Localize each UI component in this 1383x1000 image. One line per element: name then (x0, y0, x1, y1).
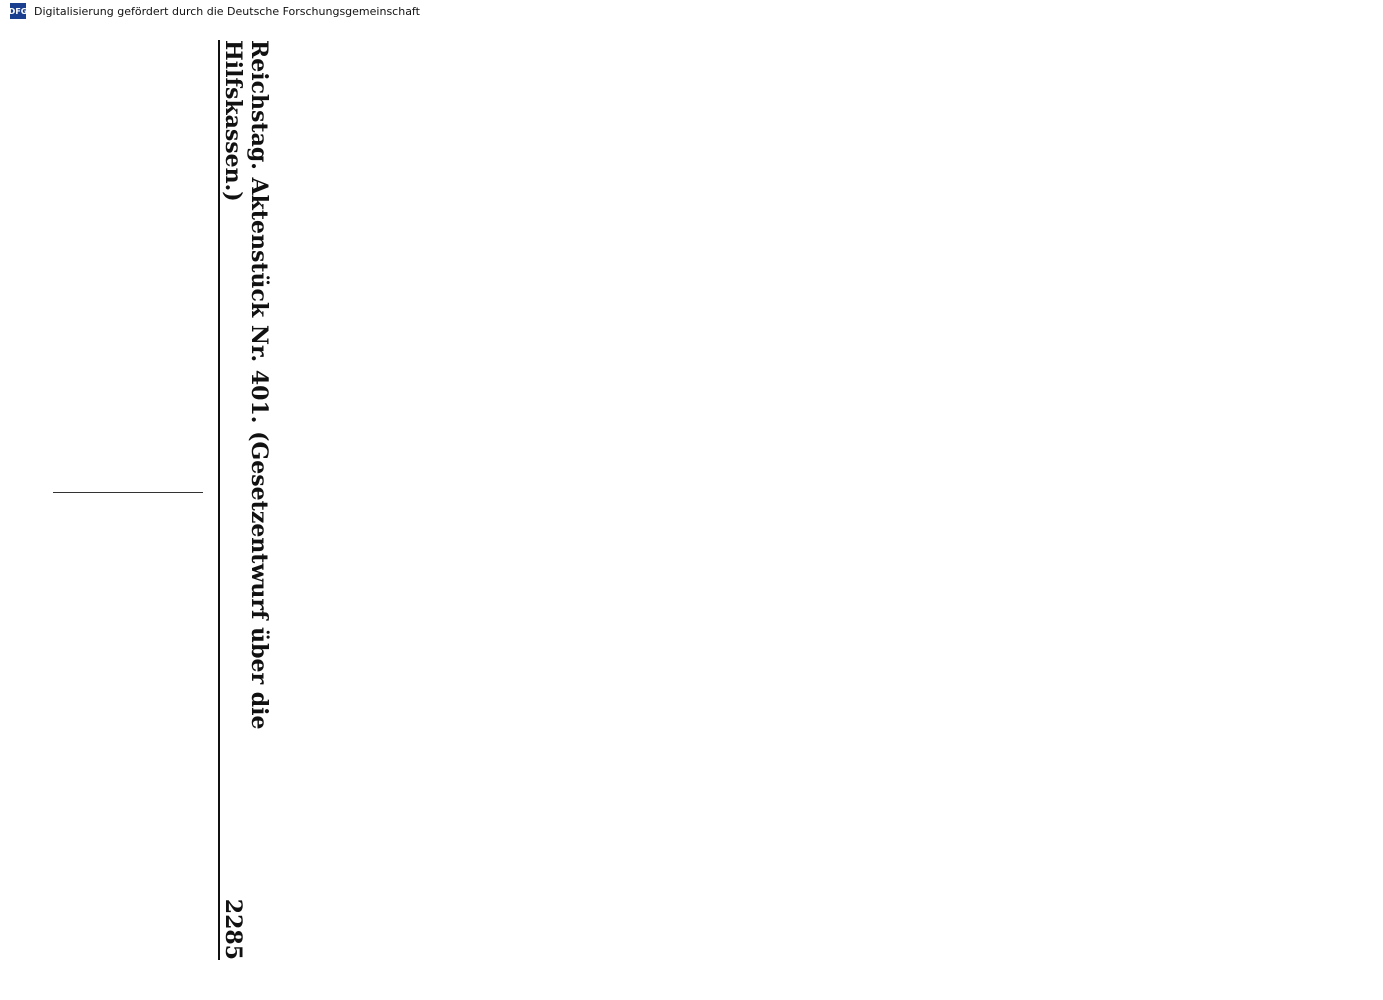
page-number: 2285 (220, 898, 246, 960)
dfg-logo: DFG (10, 3, 26, 19)
column-left (63, 40, 213, 470)
sidenote-text: Digitalisierung gefördert durch die Deutsche Forschungsgemeinschaft (34, 4, 420, 18)
column-right (63, 520, 213, 950)
column-divider (53, 492, 203, 493)
page-header (218, 40, 270, 960)
page-header-title: Reichstag. Aktenstück Nr. 401. (Gesetzentwurf über die Hilfskassen.) (220, 40, 272, 730)
